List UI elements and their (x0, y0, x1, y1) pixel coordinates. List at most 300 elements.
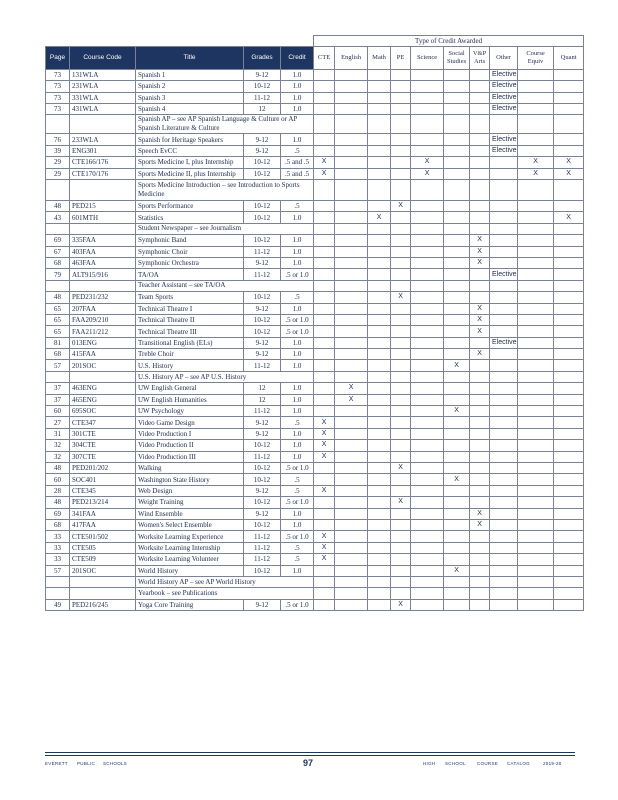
table-header (46, 36, 584, 70)
credit-type-cell (490, 235, 518, 246)
credit-type-cell (490, 383, 518, 394)
credit-type-cell (554, 292, 584, 303)
course-code-cell: CTE501/502 (70, 531, 136, 542)
credit-type-cell (411, 565, 444, 576)
credit-type-cell (368, 168, 391, 179)
page-cell: 65 (46, 326, 70, 337)
page-cell: 68 (46, 349, 70, 360)
credit-type-cell (490, 292, 518, 303)
title-cell: Worksite Learning Experience (136, 531, 244, 542)
credit-type-cell (444, 292, 470, 303)
credit-cell: .5 (281, 292, 314, 303)
credit-type-cell (368, 349, 391, 360)
credit-type-cell (518, 576, 554, 587)
credit-type-cell (335, 246, 368, 257)
grades-cell: 9-12 (244, 349, 281, 360)
table-row (46, 212, 584, 223)
credit-type-cell: Elective (490, 92, 518, 103)
credit-type-cell (391, 246, 411, 257)
credit-type-cell (470, 201, 490, 212)
credit-type-cell (335, 451, 368, 462)
table-row (46, 440, 584, 451)
credit-type-cell (314, 280, 335, 291)
credit-type-cell: Elective (490, 145, 518, 156)
credit-type-cell (335, 576, 368, 587)
page-cell: 65 (46, 303, 70, 314)
credit-type-cell (411, 292, 444, 303)
credit-type-cell (554, 519, 584, 530)
credit-type-cell (411, 235, 444, 246)
credit-type-cell: X (554, 168, 584, 179)
credit-type-cell (444, 451, 470, 462)
credit-type-cell (314, 383, 335, 394)
credit-type-cell (411, 180, 444, 201)
title-cell: Sports Medicine II, plus Internship (136, 168, 244, 179)
footer-rule (45, 755, 575, 756)
title-cell: Video Game Design (136, 417, 244, 428)
title-cell: UW Psychology (136, 406, 244, 417)
grades-cell: 12 (244, 383, 281, 394)
credit-type-cell (411, 134, 444, 145)
table-row (46, 257, 584, 268)
note-row (46, 280, 584, 291)
course-code-cell: CTE509 (70, 554, 136, 565)
page-cell: 29 (46, 157, 70, 168)
table-row (46, 485, 584, 496)
credit-type-cell (518, 104, 554, 115)
course-code-cell: ENG301 (70, 145, 136, 156)
credit-type-cell (391, 531, 411, 542)
credit-type-cell (490, 542, 518, 553)
credit-type-cell (335, 497, 368, 508)
credit-type-cell: X (470, 508, 490, 519)
credit-type-cell: X (314, 451, 335, 462)
credit-type-cell (470, 92, 490, 103)
table-row (46, 383, 584, 394)
page-cell: 73 (46, 81, 70, 92)
header-title: Title (136, 46, 244, 69)
grades-cell: 10-12 (244, 463, 281, 474)
credit-type-cell (411, 428, 444, 439)
course-code-cell: 335FAA (70, 235, 136, 246)
credit-cell: 1.0 (281, 81, 314, 92)
page-cell (46, 576, 70, 587)
credit-type-cell (554, 314, 584, 325)
credit-type-cell (314, 201, 335, 212)
credit-type-cell (411, 115, 444, 134)
table-row (46, 349, 584, 360)
credit-type-cell (470, 134, 490, 145)
credit-cell: .5 (281, 542, 314, 553)
credit-type-cell (470, 104, 490, 115)
credit-type-cell (335, 406, 368, 417)
title-cell: TA/OA (136, 269, 244, 280)
credit-type-cell (411, 440, 444, 451)
page-cell: 28 (46, 485, 70, 496)
credit-type-cell (335, 417, 368, 428)
credit-type-cell (391, 157, 411, 168)
course-code-cell: 465ENG (70, 394, 136, 405)
credit-type-cell (518, 235, 554, 246)
credit-type-cell (335, 157, 368, 168)
credit-type-cell (335, 235, 368, 246)
credit-type-cell (368, 145, 391, 156)
credit-type-cell (518, 542, 554, 553)
credit-type-cell (554, 326, 584, 337)
credit-type-cell (490, 554, 518, 565)
credit-type-cell (368, 383, 391, 394)
credit-type-cell: X (314, 542, 335, 553)
credit-type-cell (411, 81, 444, 92)
credit-type-cell (444, 134, 470, 145)
credit-type-cell (314, 565, 335, 576)
credit-type-cell (470, 280, 490, 291)
credit-type-cell (335, 314, 368, 325)
header-science: Science (411, 46, 444, 69)
credit-type-cell (391, 326, 411, 337)
grades-cell: 9-12 (244, 417, 281, 428)
credit-type-cell (470, 497, 490, 508)
credit-type-cell (490, 303, 518, 314)
credit-type-cell (411, 485, 444, 496)
course-code-cell: 013ENG (70, 337, 136, 348)
grades-cell: 9-12 (244, 303, 281, 314)
note-row (46, 371, 584, 382)
credit-type-cell (470, 576, 490, 587)
credit-type-cell (554, 394, 584, 405)
credit-type-cell (554, 406, 584, 417)
credit-type-cell (490, 440, 518, 451)
credit-type-cell: X (314, 531, 335, 542)
course-code-cell (70, 371, 136, 382)
page-cell: 31 (46, 428, 70, 439)
credit-type-cell (490, 474, 518, 485)
grades-cell: 11-12 (244, 246, 281, 257)
course-code-cell: FAA209/210 (70, 314, 136, 325)
credit-type-cell (554, 349, 584, 360)
credit-type-cell (444, 180, 470, 201)
grades-cell: 9-12 (244, 257, 281, 268)
credit-type-cell (368, 223, 391, 234)
credit-type-cell (470, 554, 490, 565)
credit-type-cell (554, 223, 584, 234)
title-cell: Video Production I (136, 428, 244, 439)
credit-type-cell (314, 104, 335, 115)
credit-type-cell (554, 542, 584, 553)
credit-type-cell (518, 394, 554, 405)
credit-type-cell (335, 92, 368, 103)
credit-type-cell (411, 576, 444, 587)
credit-type-cell (490, 168, 518, 179)
credit-type-cell (518, 145, 554, 156)
credit-type-cell (554, 303, 584, 314)
credit-type-cell: X (314, 440, 335, 451)
credit-type-cell (444, 542, 470, 553)
credit-type-cell (411, 269, 444, 280)
credit-type-cell (411, 280, 444, 291)
credit-type-cell (444, 201, 470, 212)
footer-catalog-word: SCHOOL (445, 761, 466, 766)
credit-type-cell (554, 104, 584, 115)
credit-type-cell (314, 180, 335, 201)
credit-type-cell (490, 360, 518, 371)
table-row (46, 201, 584, 212)
credit-cell: 1.0 (281, 235, 314, 246)
table-row (46, 451, 584, 462)
table-row (46, 394, 584, 405)
credit-type-cell (368, 371, 391, 382)
credit-cell: 1.0 (281, 257, 314, 268)
credit-type-cell (368, 360, 391, 371)
credit-type-cell (518, 383, 554, 394)
table-row (46, 292, 584, 303)
credit-cell: .5 or 1.0 (281, 326, 314, 337)
credit-type-cell (314, 69, 335, 80)
credit-type-cell (391, 269, 411, 280)
credit-type-cell (554, 428, 584, 439)
page-cell: 48 (46, 292, 70, 303)
table-row (46, 145, 584, 156)
credit-cell: 1.0 (281, 246, 314, 257)
course-code-cell: 207FAA (70, 303, 136, 314)
credit-type-cell (314, 223, 335, 234)
course-code-cell: 403FAA (70, 246, 136, 257)
header-vp-arts: V&P Arts (470, 46, 490, 69)
credit-type-cell (518, 292, 554, 303)
page-number: 97 (303, 758, 314, 768)
credit-type-cell (335, 212, 368, 223)
credit-cell: 1.0 (281, 383, 314, 394)
credit-type-cell (490, 180, 518, 201)
credit-type-cell (490, 394, 518, 405)
credit-type-cell (490, 428, 518, 439)
credit-type-cell (391, 383, 411, 394)
credit-type-cell (490, 246, 518, 257)
credit-type-cell (411, 223, 444, 234)
course-credit-table (45, 35, 584, 611)
credit-type-cell (391, 485, 411, 496)
header-social-studies: Social Studies (444, 46, 470, 69)
course-code-cell: 131WLA (70, 69, 136, 80)
credit-type-cell: Elective (490, 337, 518, 348)
credit-type-cell (314, 519, 335, 530)
credit-type-cell (518, 257, 554, 268)
course-code-cell: 233WLA (70, 134, 136, 145)
credit-type-cell (518, 360, 554, 371)
credit-type-cell (335, 269, 368, 280)
credit-type-cell (444, 508, 470, 519)
credit-type-cell: X (470, 326, 490, 337)
credit-type-cell (470, 180, 490, 201)
credit-type-cell (314, 292, 335, 303)
credit-type-cell (391, 92, 411, 103)
credit-type-cell (411, 406, 444, 417)
credit-type-cell (518, 588, 554, 599)
credit-type-cell (490, 326, 518, 337)
title-cell: Technical Theatre II (136, 314, 244, 325)
credit-type-cell (444, 168, 470, 179)
header-english: English (335, 46, 368, 69)
credit-type-cell (470, 292, 490, 303)
credit-type-cell: X (518, 157, 554, 168)
credit-type-cell (518, 81, 554, 92)
credit-type-cell (411, 394, 444, 405)
credit-type-cell (391, 314, 411, 325)
credit-type-cell (368, 542, 391, 553)
credit-type-cell (368, 440, 391, 451)
credit-type-cell (411, 451, 444, 462)
grades-cell: 10-12 (244, 326, 281, 337)
credit-type-cell (391, 519, 411, 530)
page-cell: 37 (46, 383, 70, 394)
credit-cell: 1.0 (281, 451, 314, 462)
grades-cell: 9-12 (244, 599, 281, 610)
credit-type-cell (518, 531, 554, 542)
credit-type-cell (391, 303, 411, 314)
credit-type-cell (335, 485, 368, 496)
credit-type-cell (368, 235, 391, 246)
credit-type-cell (490, 349, 518, 360)
footer-rule (45, 752, 575, 753)
page-cell: 73 (46, 104, 70, 115)
header-pe: PE (391, 46, 411, 69)
credit-type-cell (335, 588, 368, 599)
credit-type-cell (335, 463, 368, 474)
credit-type-cell (411, 337, 444, 348)
course-code-cell (70, 115, 136, 134)
credit-type-cell (391, 104, 411, 115)
credit-type-cell (470, 337, 490, 348)
credit-type-cell (490, 257, 518, 268)
title-cell: Treble Choir (136, 349, 244, 360)
title-cell: Walking (136, 463, 244, 474)
page-cell (46, 115, 70, 134)
table-row (46, 417, 584, 428)
credit-type-cell (490, 519, 518, 530)
title-cell: Spanish 2 (136, 81, 244, 92)
course-code-cell: 301CTE (70, 428, 136, 439)
table-row (46, 531, 584, 542)
credit-type-cell (314, 303, 335, 314)
table-row (46, 81, 584, 92)
credit-type-cell: X (391, 292, 411, 303)
table-row (46, 508, 584, 519)
header-credit: Credit (281, 46, 314, 69)
credit-type-cell (314, 349, 335, 360)
grades-cell: 11-12 (244, 360, 281, 371)
grades-cell: 9-12 (244, 134, 281, 145)
title-cell: Team Sports (136, 292, 244, 303)
header-course-equiv: Course Equiv (518, 46, 554, 69)
credit-type-cell (314, 326, 335, 337)
credit-type-cell (554, 81, 584, 92)
credit-type-cell (391, 565, 411, 576)
credit-type-cell (391, 280, 411, 291)
credit-type-cell (391, 69, 411, 80)
page-cell: 33 (46, 542, 70, 553)
credit-type-cell (444, 417, 470, 428)
credit-type-cell (368, 326, 391, 337)
credit-type-cell: X (314, 428, 335, 439)
credit-type-cell (518, 451, 554, 462)
title-cell: Washington State History (136, 474, 244, 485)
credit-type-cell (368, 69, 391, 80)
table-row (46, 246, 584, 257)
credit-type-cell (411, 349, 444, 360)
credit-type-cell (335, 360, 368, 371)
credit-type-cell (314, 394, 335, 405)
credit-type-cell (314, 145, 335, 156)
credit-type-cell (444, 576, 470, 587)
credit-type-cell (411, 303, 444, 314)
credit-type-cell (554, 92, 584, 103)
credit-type-cell (335, 180, 368, 201)
credit-cell: 1.0 (281, 349, 314, 360)
course-code-cell: PED201/202 (70, 463, 136, 474)
credit-cell: .5 or 1.0 (281, 314, 314, 325)
footer-district-word: PUBLIC (77, 761, 96, 766)
course-code-cell: 695SOC (70, 406, 136, 417)
page-cell: 27 (46, 417, 70, 428)
page-cell: 76 (46, 134, 70, 145)
credit-type-cell (391, 223, 411, 234)
credit-type-cell (518, 326, 554, 337)
credit-type-cell (554, 371, 584, 382)
credit-type-cell (490, 463, 518, 474)
credit-type-cell (470, 168, 490, 179)
table-row (46, 519, 584, 530)
credit-type-cell (490, 497, 518, 508)
credit-type-cell (391, 212, 411, 223)
credit-type-cell (368, 157, 391, 168)
credit-cell: .5 or 1.0 (281, 599, 314, 610)
course-code-cell: CTE166/176 (70, 157, 136, 168)
credit-type-cell: X (554, 157, 584, 168)
credit-cell: .5 (281, 201, 314, 212)
credit-type-cell (470, 212, 490, 223)
credit-type-cell (518, 371, 554, 382)
credit-type-cell (335, 474, 368, 485)
credit-type-cell (314, 337, 335, 348)
credit-type-cell (490, 565, 518, 576)
credit-type-cell (490, 588, 518, 599)
credit-type-cell (518, 314, 554, 325)
credit-type-cell (518, 246, 554, 257)
course-code-cell: 307CTE (70, 451, 136, 462)
credit-type-cell (391, 337, 411, 348)
title-cell: Symphonic Orchestra (136, 257, 244, 268)
title-cell: Symphonic Band (136, 235, 244, 246)
note-row (46, 223, 584, 234)
credit-type-cell (368, 246, 391, 257)
credit-type-cell (444, 92, 470, 103)
credit-type-cell (470, 599, 490, 610)
grades-cell: 10-12 (244, 497, 281, 508)
course-code-cell: 601MTH (70, 212, 136, 223)
credit-type-cell (470, 474, 490, 485)
credit-type-cell (554, 599, 584, 610)
credit-type-cell (554, 115, 584, 134)
course-code-cell: PED215 (70, 201, 136, 212)
credit-cell: .5 or 1.0 (281, 531, 314, 542)
credit-type-cell (411, 497, 444, 508)
credit-type-cell (391, 406, 411, 417)
credit-type-cell (518, 440, 554, 451)
credit-type-cell (490, 599, 518, 610)
credit-type-cell (335, 134, 368, 145)
course-code-cell: CTE170/176 (70, 168, 136, 179)
credit-type-cell (391, 134, 411, 145)
